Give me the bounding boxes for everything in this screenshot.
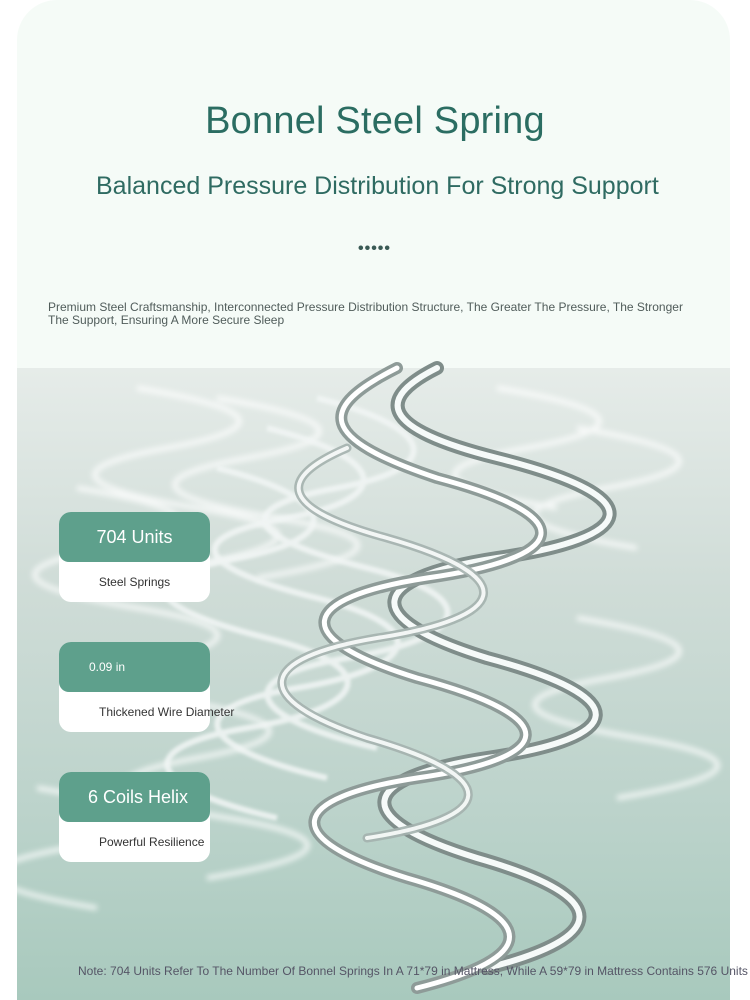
stat-label: Thickened Wire Diameter [99, 705, 235, 719]
stat-card-springs [59, 512, 210, 602]
stat-card-coils [59, 772, 210, 862]
stat-label: Steel Springs [98, 575, 171, 589]
stat-value: 704 Units [59, 512, 210, 562]
page-subtitle: Balanced Pressure Distribution For Strong Support [96, 172, 659, 200]
stat-label: Powerful Resilience [99, 835, 205, 849]
stat-value: 6 Coils Helix [59, 772, 210, 822]
description-text: Premium Steel Craftsmanship, Interconnected Pressure Distribution Structure, The Greater The Pressure, The Stronger The Support, Ensuring A More Secure Sleep [48, 300, 683, 327]
page-title: Bonnel Steel Spring [205, 100, 545, 142]
divider-dots: ••••• [358, 240, 392, 257]
stat-value: 0.09 in [59, 642, 210, 692]
footnote: Note: 704 Units Refer To The Number Of Bonnel Springs In A 71*79 in Mattress, While A 59*79 in Mattress Contains 576 Units [78, 964, 748, 978]
product-card [17, 0, 748, 1000]
stat-card-wire-diameter [59, 642, 235, 732]
